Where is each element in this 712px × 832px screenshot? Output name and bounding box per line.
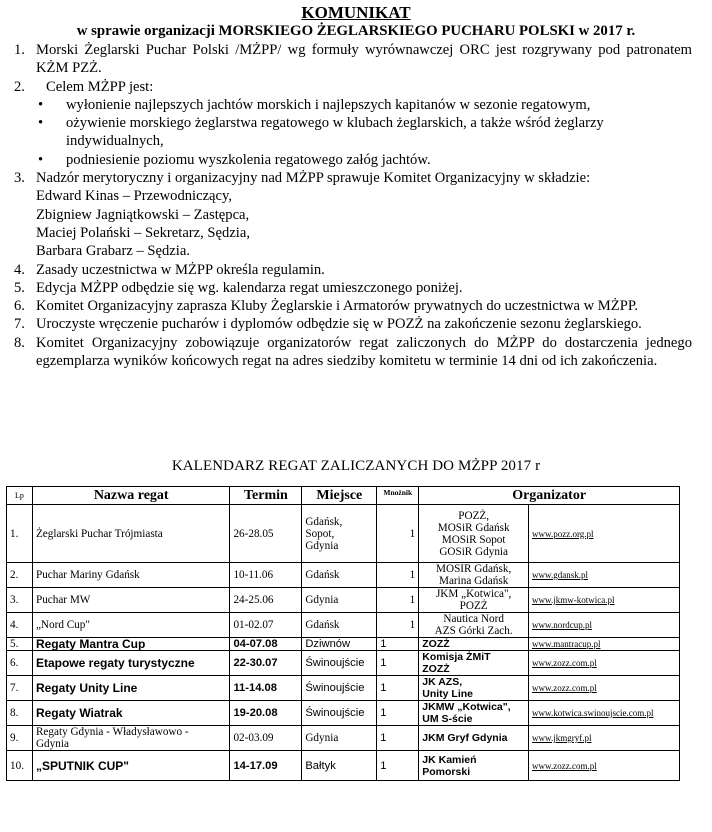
committee-member: Zbigniew Jagniątkowski – Zastępca, [36, 206, 250, 223]
row-term: 19-20.08 [230, 701, 302, 726]
row-organizer: Komisja ŻMiT ZOZŻ [419, 651, 529, 676]
point-6 [0, 297, 712, 315]
point-text: Komitet Organizacyjny zaprasza Kluby Żeglarskie i Armatorów prywatnych do uczestnictwa w MŻPP. [36, 298, 638, 315]
row-organizer: POZŻ, MOSiR Gdańsk MOSiR Sopot GOSiR Gdynia [419, 505, 529, 563]
table-row [7, 726, 680, 751]
row-multiplier: 1 [377, 505, 419, 563]
row-organizer: JK AZS, Unity Line [419, 676, 529, 701]
point-2 [0, 78, 712, 96]
row-organizer: JKM „Kotwica", POZŻ [419, 588, 529, 613]
bullet-item [0, 96, 712, 114]
point-number: 1. [14, 42, 25, 58]
point-text: Zasady uczestnictwa w MŻPP określa regulamin. [36, 261, 325, 278]
row-multiplier: 1 [377, 751, 419, 781]
row-organizer: MOSIR Gdańsk, Marina Gdańsk [419, 563, 529, 588]
table-row [7, 751, 680, 781]
header-name: Nazwa regat [32, 487, 229, 505]
point-text: Uroczyste wręczenie pucharów i dyplomów odbędzie się w POZŻ na zakończenie sezonu żeglarskiego. [36, 316, 642, 333]
row-term: 01-02.07 [230, 613, 302, 638]
points-list [0, 41, 712, 370]
table-header-row [7, 487, 680, 505]
row-term: 02-03.09 [230, 726, 302, 751]
row-place: Gdynia [302, 726, 377, 751]
row-multiplier: 1 [377, 588, 419, 613]
table-row [7, 613, 680, 638]
row-term: 11-14.08 [230, 676, 302, 701]
row-multiplier: 1 [377, 701, 419, 726]
row-organizer: JKMW „Kotwica", UM S-ście [419, 701, 529, 726]
row-name: „Nord Cup" [32, 613, 229, 638]
header-multiplier: Mnożnik [377, 487, 419, 505]
row-url[interactable]: www.jkmgryf.pl [529, 726, 680, 751]
table-row [7, 701, 680, 726]
row-lp: 6. [7, 651, 33, 676]
row-lp: 5. [7, 638, 33, 651]
point-4 [0, 261, 712, 279]
row-term: 22-30.07 [230, 651, 302, 676]
row-term: 04-07.08 [230, 638, 302, 651]
row-organizer: JK Kamień Pomorski [419, 751, 529, 781]
page-subtitle: w sprawie organizacji MORSKIEGO ŻEGLARSKIEGO PUCHARU POLSKI w 2017 r. [76, 23, 636, 39]
row-place: Świnoujście [302, 676, 377, 701]
table-row [7, 505, 680, 563]
row-url[interactable]: www.mantracup.pl [529, 638, 680, 651]
row-name: Regaty Wiatrak [32, 701, 229, 726]
row-place: Gdynia [302, 588, 377, 613]
point-text: Edycja MŻPP odbędzie się wg. kalendarza regat umieszczonego poniżej. [36, 279, 463, 296]
point-5 [0, 279, 712, 297]
point-number: 2. [14, 78, 25, 95]
committee-member: Maciej Polański – Sekretarz, Sędzia, [36, 224, 250, 241]
row-name: „SPUTNIK CUP" [32, 751, 229, 781]
row-organizer: JKM Gryf Gdynia [419, 726, 529, 751]
row-term: 10-11.06 [230, 563, 302, 588]
row-lp: 1. [7, 505, 33, 563]
calendar-body [7, 505, 680, 781]
calendar-table [6, 486, 680, 781]
table-row [7, 563, 680, 588]
bullet-text: ożywienie morskiego żeglarstwa regatowego w klubach żeglarskich, a także wśród żeglarzy indywidualnych, [66, 115, 604, 150]
bullet-icon: • [38, 115, 44, 132]
bullet-text: wyłonienie najlepszych jachtów morskich i najlepszych kapitanów w sezonie regatowym, [66, 96, 591, 113]
row-name: Regaty Unity Line [32, 676, 229, 701]
row-name: Puchar Mariny Gdańsk [32, 563, 229, 588]
row-multiplier: 1 [377, 613, 419, 638]
table-row [7, 651, 680, 676]
point-text: Nadzór merytoryczny i organizacyjny nad MŻPP sprawuje Komitet Organizacyjny w składzie: [36, 170, 591, 187]
table-row [7, 638, 680, 651]
row-lp: 9. [7, 726, 33, 751]
point-text: Celem MŻPP jest: [46, 78, 154, 95]
row-name: Żeglarski Puchar Trójmiasta [32, 505, 229, 563]
header-place: Miejsce [302, 487, 377, 505]
point-text: Komitet Organizacyjny zobowiązuje organizatorów regat zaliczonych do MŻPP do dostarczenia jednego egzemplarza wyników końcowych regat na adres siedziby komitetu w terminie 14 dni od ich zakończenia. [36, 334, 692, 370]
page-title: KOMUNIKAT [301, 3, 411, 22]
row-place: Gdańsk [302, 613, 377, 638]
point-number: 6. [14, 298, 25, 315]
header-organizer: Organizator [419, 487, 680, 505]
point-3 [0, 169, 712, 187]
row-multiplier: 1 [377, 651, 419, 676]
row-url[interactable]: www.zozz.com.pl [529, 651, 680, 676]
row-url[interactable]: www.pozz.org.pl [529, 505, 680, 563]
row-lp: 7. [7, 676, 33, 701]
row-url[interactable]: www.jkmw-kotwica.pl [529, 588, 680, 613]
row-url[interactable]: www.zozz.com.pl [529, 676, 680, 701]
row-lp: 8. [7, 701, 33, 726]
row-term: 26-28.05 [230, 505, 302, 563]
row-url[interactable]: www.zozz.com.pl [529, 751, 680, 781]
row-term: 24-25.06 [230, 588, 302, 613]
row-lp: 3. [7, 588, 33, 613]
bullet-icon: • [38, 96, 44, 113]
row-name: Puchar MW [32, 588, 229, 613]
table-row [7, 676, 680, 701]
row-place: Gdańsk, Sopot, Gdynia [302, 505, 377, 563]
row-place: Świnoujście [302, 701, 377, 726]
point-8 [0, 334, 712, 371]
row-term: 14-17.09 [230, 751, 302, 781]
point-number: 4. [14, 261, 25, 278]
row-url[interactable]: www.kotwica.swinoujscie.com.pl [529, 701, 680, 726]
row-lp: 10. [7, 751, 33, 781]
row-name: Regaty Gdynia - Władysławowo - Gdynia [32, 726, 229, 751]
row-multiplier: 1 [377, 638, 419, 651]
row-organizer: Nautica Nord AZS Górki Zach. [419, 613, 529, 638]
row-place: Świnoujście [302, 651, 377, 676]
header-lp: Lp [7, 487, 33, 505]
bullet-item [0, 151, 712, 169]
committee-member: Edward Kinas – Przewodniczący, [36, 188, 232, 205]
calendar-title: KALENDARZ REGAT ZALICZANYCH DO MŻPP 2017 r [171, 458, 541, 474]
committee-member: Barbara Grabarz – Sędzia. [36, 243, 190, 260]
point-7 [0, 315, 712, 333]
row-place: Gdańsk [302, 563, 377, 588]
row-name: Regaty Mantra Cup [32, 638, 229, 651]
header-term: Termin [230, 487, 302, 505]
table-row [7, 588, 680, 613]
point-number: 7. [14, 316, 25, 333]
bullet-item [0, 114, 712, 151]
row-multiplier: 1 [377, 563, 419, 588]
point-number: 5. [14, 279, 25, 296]
row-organizer: ZOZŻ [419, 638, 529, 651]
row-multiplier: 1 [377, 726, 419, 751]
point-1 [0, 41, 712, 78]
point-number: 3. [14, 170, 25, 187]
bullet-text: podniesienie poziomu wyszkolenia regatowego załóg jachtów. [66, 151, 431, 168]
row-lp: 2. [7, 563, 33, 588]
row-name: Etapowe regaty turystyczne [32, 651, 229, 676]
point-text: Morski Żeglarski Puchar Polski /MŻPP/ wg formuły wyrównawczej ORC jest rozgrywany pod patronatem KŻM PZŻ. [36, 42, 692, 77]
row-place: Bałtyk [302, 751, 377, 781]
bullet-icon: • [38, 151, 44, 168]
point-number: 8. [14, 334, 25, 351]
row-place: Dziwnów [302, 638, 377, 651]
row-lp: 4. [7, 613, 33, 638]
row-url[interactable]: www.nordcup.pl [529, 613, 680, 638]
row-url[interactable]: www.gdansk.pl [529, 563, 680, 588]
row-multiplier: 1 [377, 676, 419, 701]
